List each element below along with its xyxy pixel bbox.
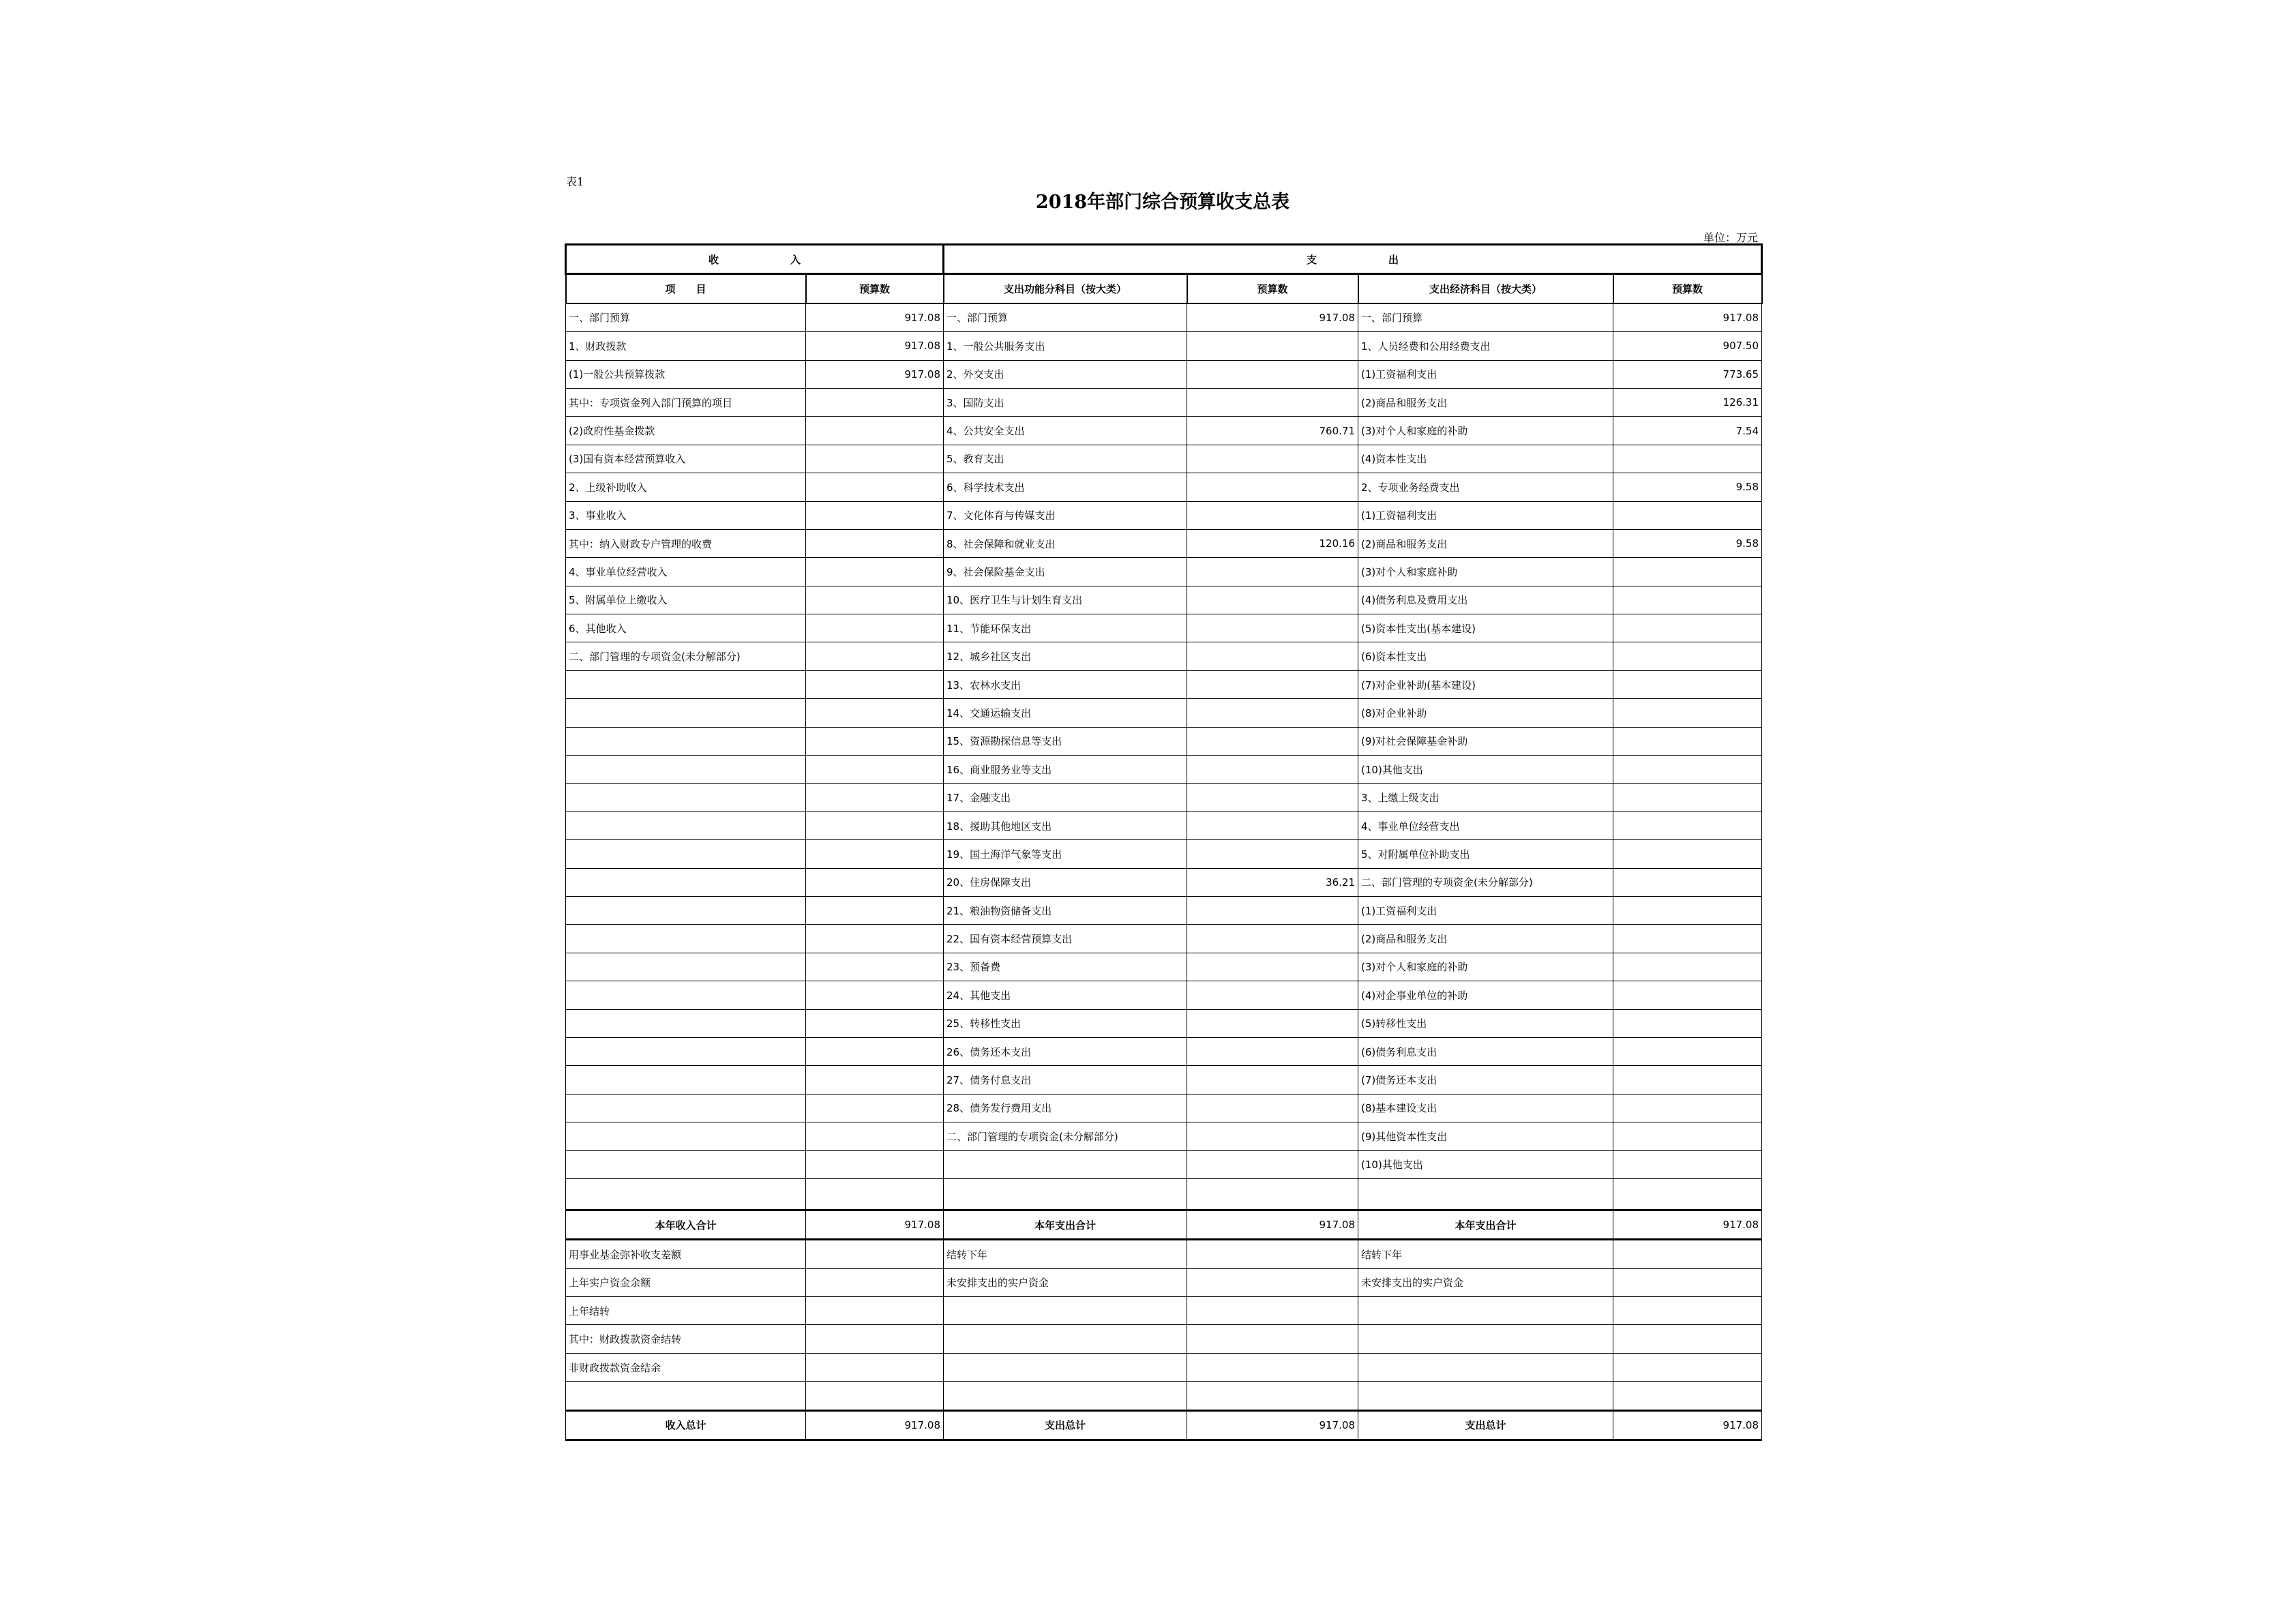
econ-amount-cell bbox=[1613, 1382, 1762, 1410]
income-item-cell bbox=[566, 896, 806, 924]
func-amount-cell bbox=[1187, 1122, 1358, 1150]
income-item-cell: 1、财政拨款 bbox=[566, 332, 806, 360]
econ-amount-cell: 773.65 bbox=[1613, 360, 1762, 388]
func-amount-cell bbox=[1187, 1037, 1358, 1065]
income-amount-cell bbox=[806, 445, 944, 473]
header-row-sections bbox=[566, 245, 1762, 274]
table-row bbox=[566, 699, 1762, 727]
econ-amount-cell bbox=[1613, 840, 1762, 868]
table-row bbox=[566, 445, 1762, 473]
func-amount-cell bbox=[1187, 1382, 1358, 1410]
func-amount-cell bbox=[1187, 1297, 1358, 1325]
func-amount-cell bbox=[1187, 812, 1358, 839]
econ-amount-cell bbox=[1613, 501, 1762, 529]
income-amount-cell: 917.08 bbox=[806, 1410, 944, 1440]
func-amount-cell bbox=[1187, 1268, 1358, 1296]
func-amount-cell: 36.21 bbox=[1187, 868, 1358, 896]
func-item-cell: 支出总计 bbox=[944, 1410, 1187, 1440]
income-item-cell bbox=[566, 840, 806, 868]
income-amount-cell bbox=[806, 1122, 944, 1150]
table-row bbox=[566, 1240, 1762, 1268]
income-amount-cell bbox=[806, 1037, 944, 1065]
income-amount-cell bbox=[806, 925, 944, 953]
econ-item-cell: (10)其他支出 bbox=[1358, 1150, 1613, 1178]
econ-item-cell: (2)商品和服务支出 bbox=[1358, 925, 1613, 953]
econ-item-cell: (6)资本性支出 bbox=[1358, 642, 1613, 670]
func-item-cell: 11、节能环保支出 bbox=[944, 614, 1187, 642]
econ-amount-cell bbox=[1613, 896, 1762, 924]
econ-column-header: 支出经济科目（按大类） bbox=[1358, 274, 1613, 303]
func-amount-cell bbox=[1187, 925, 1358, 953]
func-amount-cell bbox=[1187, 1094, 1358, 1122]
table-row bbox=[566, 1210, 1762, 1239]
income-budget-column-header: 预算数 bbox=[806, 274, 944, 303]
income-item-cell bbox=[566, 1037, 806, 1065]
econ-item-cell: 本年支出合计 bbox=[1358, 1210, 1613, 1239]
income-item-cell bbox=[566, 1382, 806, 1410]
table-row bbox=[566, 727, 1762, 755]
econ-item-cell: (7)债务还本支出 bbox=[1358, 1066, 1613, 1094]
econ-item-cell: (4)对企事业单位的补助 bbox=[1358, 981, 1613, 1009]
table-row bbox=[566, 388, 1762, 416]
income-item-cell: 上年结转 bbox=[566, 1297, 806, 1325]
econ-item-cell: (3)对个人和家庭的补助 bbox=[1358, 417, 1613, 445]
func-item-cell: 4、公共安全支出 bbox=[944, 417, 1187, 445]
income-item-cell bbox=[566, 1122, 806, 1150]
func-item-cell: 二、部门管理的专项资金(未分解部分) bbox=[944, 1122, 1187, 1150]
income-item-cell: 2、上级补助收入 bbox=[566, 473, 806, 501]
income-amount-cell bbox=[806, 840, 944, 868]
income-amount-cell bbox=[806, 953, 944, 981]
func-item-cell: 9、社会保险基金支出 bbox=[944, 558, 1187, 586]
table-row bbox=[566, 529, 1762, 557]
table-number: 表1 bbox=[566, 175, 584, 188]
table-row bbox=[566, 840, 1762, 868]
econ-item-cell: (1)工资福利支出 bbox=[1358, 501, 1613, 529]
income-amount-cell bbox=[806, 1178, 944, 1210]
econ-item-cell: 1、人员经费和公用经费支出 bbox=[1358, 332, 1613, 360]
income-amount-cell: 917.08 bbox=[806, 303, 944, 332]
func-item-cell bbox=[944, 1178, 1187, 1210]
income-amount-cell bbox=[806, 670, 944, 698]
econ-amount-cell: 917.08 bbox=[1613, 1210, 1762, 1239]
func-amount-cell bbox=[1187, 840, 1358, 868]
func-item-cell: 28、债务发行费用支出 bbox=[944, 1094, 1187, 1122]
econ-amount-cell bbox=[1613, 1240, 1762, 1268]
func-amount-cell: 917.08 bbox=[1187, 1410, 1358, 1440]
func-amount-cell bbox=[1187, 473, 1358, 501]
income-amount-cell: 917.08 bbox=[806, 1210, 944, 1239]
income-item-cell: 5、附属单位上缴收入 bbox=[566, 586, 806, 614]
func-amount-cell bbox=[1187, 756, 1358, 784]
econ-item-cell: (7)对企业补助(基本建设) bbox=[1358, 670, 1613, 698]
income-item-cell: (3)国有资本经营预算收入 bbox=[566, 445, 806, 473]
econ-item-cell bbox=[1358, 1297, 1613, 1325]
econ-amount-cell bbox=[1613, 812, 1762, 839]
table-row bbox=[566, 1353, 1762, 1381]
income-item-cell: 上年实户资金余额 bbox=[566, 1268, 806, 1296]
func-amount-cell bbox=[1187, 586, 1358, 614]
econ-amount-cell bbox=[1613, 1297, 1762, 1325]
func-item-cell: 26、债务还本支出 bbox=[944, 1037, 1187, 1065]
func-item-cell: 20、住房保障支出 bbox=[944, 868, 1187, 896]
econ-item-cell: (3)对个人和家庭的补助 bbox=[1358, 953, 1613, 981]
func-item-cell: 一、部门预算 bbox=[944, 303, 1187, 332]
econ-amount-cell bbox=[1613, 1066, 1762, 1094]
income-amount-cell bbox=[806, 1009, 944, 1037]
func-item-cell: 8、社会保障和就业支出 bbox=[944, 529, 1187, 557]
table-row bbox=[566, 473, 1762, 501]
econ-item-cell: (6)债务利息支出 bbox=[1358, 1037, 1613, 1065]
func-item-cell bbox=[944, 1297, 1187, 1325]
item-column-header: 项 目 bbox=[566, 274, 806, 303]
income-amount-cell bbox=[806, 812, 944, 839]
table-row bbox=[566, 925, 1762, 953]
econ-amount-cell: 9.58 bbox=[1613, 473, 1762, 501]
func-item-cell: 12、城乡社区支出 bbox=[944, 642, 1187, 670]
econ-item-cell: (9)对社会保障基金补助 bbox=[1358, 727, 1613, 755]
func-item-cell: 24、其他支出 bbox=[944, 981, 1187, 1009]
income-amount-cell bbox=[806, 529, 944, 557]
table-row bbox=[566, 501, 1762, 529]
econ-amount-cell bbox=[1613, 1094, 1762, 1122]
income-amount-cell bbox=[806, 1240, 944, 1268]
func-item-cell bbox=[944, 1353, 1187, 1381]
econ-amount-cell: 126.31 bbox=[1613, 388, 1762, 416]
income-amount-cell bbox=[806, 868, 944, 896]
econ-item-cell: 支出总计 bbox=[1358, 1410, 1613, 1440]
income-amount-cell bbox=[806, 614, 944, 642]
table-row bbox=[566, 1382, 1762, 1410]
income-amount-cell bbox=[806, 1066, 944, 1094]
income-item-cell: 其中：纳入财政专户管理的收费 bbox=[566, 529, 806, 557]
func-item-cell: 结转下年 bbox=[944, 1240, 1187, 1268]
func-amount-cell bbox=[1187, 614, 1358, 642]
func-item-cell bbox=[944, 1382, 1187, 1410]
econ-amount-cell bbox=[1613, 1122, 1762, 1150]
econ-amount-cell bbox=[1613, 586, 1762, 614]
econ-amount-cell bbox=[1613, 614, 1762, 642]
func-amount-cell bbox=[1187, 1240, 1358, 1268]
income-item-cell: (1)一般公共预算拨款 bbox=[566, 360, 806, 388]
func-amount-cell bbox=[1187, 699, 1358, 727]
income-item-cell: 非财政拨款资金结余 bbox=[566, 1353, 806, 1381]
econ-budget-column-header: 预算数 bbox=[1613, 274, 1762, 303]
table-row bbox=[566, 812, 1762, 839]
income-amount-cell bbox=[806, 1325, 944, 1353]
econ-amount-cell bbox=[1613, 1268, 1762, 1296]
econ-amount-cell: 917.08 bbox=[1613, 303, 1762, 332]
income-amount-cell bbox=[806, 1353, 944, 1381]
econ-amount-cell: 9.58 bbox=[1613, 529, 1762, 557]
table-row bbox=[566, 670, 1762, 698]
income-item-cell bbox=[566, 670, 806, 698]
table-row bbox=[566, 1268, 1762, 1296]
func-amount-cell: 760.71 bbox=[1187, 417, 1358, 445]
table-row bbox=[566, 303, 1762, 332]
func-item-cell: 2、外交支出 bbox=[944, 360, 1187, 388]
econ-amount-cell: 7.54 bbox=[1613, 417, 1762, 445]
income-item-cell: 3、事业收入 bbox=[566, 501, 806, 529]
econ-item-cell: 4、事业单位经营支出 bbox=[1358, 812, 1613, 839]
econ-item-cell: 5、对附属单位补助支出 bbox=[1358, 840, 1613, 868]
func-item-cell: 13、农林水支出 bbox=[944, 670, 1187, 698]
income-item-cell bbox=[566, 1009, 806, 1037]
func-item-cell: 10、医疗卫生与计划生育支出 bbox=[944, 586, 1187, 614]
income-item-cell: 本年收入合计 bbox=[566, 1210, 806, 1239]
income-item-cell: 6、其他收入 bbox=[566, 614, 806, 642]
econ-item-cell: 3、上缴上级支出 bbox=[1358, 784, 1613, 812]
econ-item-cell: (2)商品和服务支出 bbox=[1358, 529, 1613, 557]
func-item-cell: 23、预备费 bbox=[944, 953, 1187, 981]
income-item-cell bbox=[566, 784, 806, 812]
econ-item-cell: (4)债务利息及费用支出 bbox=[1358, 586, 1613, 614]
econ-amount-cell bbox=[1613, 642, 1762, 670]
econ-amount-cell bbox=[1613, 1353, 1762, 1381]
income-amount-cell bbox=[806, 727, 944, 755]
table-row bbox=[566, 642, 1762, 670]
func-item-cell: 22、国有资本经营预算支出 bbox=[944, 925, 1187, 953]
func-amount-cell bbox=[1187, 388, 1358, 416]
func-amount-cell bbox=[1187, 558, 1358, 586]
econ-amount-cell bbox=[1613, 981, 1762, 1009]
income-amount-cell: 917.08 bbox=[806, 360, 944, 388]
func-amount-cell: 917.08 bbox=[1187, 1210, 1358, 1239]
table-row bbox=[566, 1410, 1762, 1440]
econ-amount-cell: 917.08 bbox=[1613, 1410, 1762, 1440]
econ-amount-cell bbox=[1613, 1150, 1762, 1178]
table-row bbox=[566, 784, 1762, 812]
econ-item-cell bbox=[1358, 1325, 1613, 1353]
func-item-cell: 本年支出合计 bbox=[944, 1210, 1187, 1239]
table-row bbox=[566, 1325, 1762, 1353]
econ-item-cell: (5)转移性支出 bbox=[1358, 1009, 1613, 1037]
income-amount-cell bbox=[806, 417, 944, 445]
func-column-header: 支出功能分科目（按大类） bbox=[944, 274, 1187, 303]
econ-item-cell: 结转下年 bbox=[1358, 1240, 1613, 1268]
income-amount-cell bbox=[806, 784, 944, 812]
table-row bbox=[566, 417, 1762, 445]
func-amount-cell bbox=[1187, 1066, 1358, 1094]
income-amount-cell bbox=[806, 981, 944, 1009]
econ-item-cell: (4)资本性支出 bbox=[1358, 445, 1613, 473]
func-item-cell: 5、教育支出 bbox=[944, 445, 1187, 473]
func-amount-cell bbox=[1187, 1325, 1358, 1353]
table-row bbox=[566, 868, 1762, 896]
income-item-cell: 4、事业单位经营收入 bbox=[566, 558, 806, 586]
income-amount-cell bbox=[806, 1150, 944, 1178]
econ-item-cell bbox=[1358, 1382, 1613, 1410]
income-item-cell: (2)政府性基金拨款 bbox=[566, 417, 806, 445]
func-amount-cell bbox=[1187, 642, 1358, 670]
econ-amount-cell bbox=[1613, 558, 1762, 586]
income-item-cell: 二、部门管理的专项资金(未分解部分) bbox=[566, 642, 806, 670]
income-item-cell bbox=[566, 1094, 806, 1122]
econ-item-cell: (1)工资福利支出 bbox=[1358, 896, 1613, 924]
func-item-cell: 21、粮油物资储备支出 bbox=[944, 896, 1187, 924]
func-amount-cell bbox=[1187, 1009, 1358, 1037]
income-amount-cell bbox=[806, 558, 944, 586]
table-row bbox=[566, 1122, 1762, 1150]
econ-amount-cell bbox=[1613, 727, 1762, 755]
income-item-cell bbox=[566, 981, 806, 1009]
func-amount-cell bbox=[1187, 332, 1358, 360]
econ-item-cell: (2)商品和服务支出 bbox=[1358, 388, 1613, 416]
func-item-cell: 27、债务付息支出 bbox=[944, 1066, 1187, 1094]
table-row bbox=[566, 756, 1762, 784]
table-row bbox=[566, 558, 1762, 586]
income-item-cell bbox=[566, 1150, 806, 1178]
func-amount-cell bbox=[1187, 1178, 1358, 1210]
income-item-cell bbox=[566, 868, 806, 896]
income-item-cell bbox=[566, 699, 806, 727]
income-header: 收 入 bbox=[566, 245, 944, 274]
econ-item-cell: 2、专项业务经费支出 bbox=[1358, 473, 1613, 501]
table-row bbox=[566, 1297, 1762, 1325]
income-amount-cell bbox=[806, 473, 944, 501]
func-amount-cell: 120.16 bbox=[1187, 529, 1358, 557]
econ-amount-cell bbox=[1613, 756, 1762, 784]
econ-amount-cell bbox=[1613, 1009, 1762, 1037]
func-budget-column-header: 预算数 bbox=[1187, 274, 1358, 303]
income-item-cell: 其中：专项资金列入部门预算的项目 bbox=[566, 388, 806, 416]
income-item-cell: 收入总计 bbox=[566, 1410, 806, 1440]
table-row bbox=[566, 1150, 1762, 1178]
income-item-cell bbox=[566, 812, 806, 839]
income-amount-cell bbox=[806, 1094, 944, 1122]
header-row-columns bbox=[566, 274, 1762, 303]
income-amount-cell bbox=[806, 501, 944, 529]
econ-amount-cell bbox=[1613, 868, 1762, 896]
table-row bbox=[566, 332, 1762, 360]
income-item-cell bbox=[566, 1066, 806, 1094]
econ-amount-cell bbox=[1613, 670, 1762, 698]
func-item-cell bbox=[944, 1150, 1187, 1178]
econ-amount-cell bbox=[1613, 784, 1762, 812]
func-amount-cell bbox=[1187, 953, 1358, 981]
income-item-cell: 一、部门预算 bbox=[566, 303, 806, 332]
func-amount-cell bbox=[1187, 1150, 1358, 1178]
econ-amount-cell bbox=[1613, 925, 1762, 953]
econ-item-cell: 二、部门管理的专项资金(未分解部分) bbox=[1358, 868, 1613, 896]
income-item-cell bbox=[566, 1178, 806, 1210]
func-item-cell: 18、援助其他地区支出 bbox=[944, 812, 1187, 839]
func-amount-cell bbox=[1187, 670, 1358, 698]
table-row bbox=[566, 981, 1762, 1009]
econ-item-cell: 未安排支出的实户资金 bbox=[1358, 1268, 1613, 1296]
func-item-cell: 25、转移性支出 bbox=[944, 1009, 1187, 1037]
func-amount-cell bbox=[1187, 896, 1358, 924]
func-item-cell: 17、金融支出 bbox=[944, 784, 1187, 812]
income-amount-cell bbox=[806, 756, 944, 784]
func-amount-cell bbox=[1187, 981, 1358, 1009]
econ-amount-cell: 907.50 bbox=[1613, 332, 1762, 360]
econ-item-cell: (9)其他资本性支出 bbox=[1358, 1122, 1613, 1150]
income-amount-cell bbox=[806, 586, 944, 614]
func-item-cell bbox=[944, 1325, 1187, 1353]
table-row bbox=[566, 614, 1762, 642]
income-amount-cell bbox=[806, 896, 944, 924]
income-item-cell: 用事业基金弥补收支差额 bbox=[566, 1240, 806, 1268]
table-row bbox=[566, 1094, 1762, 1122]
table-row bbox=[566, 953, 1762, 981]
econ-item-cell: (10)其他支出 bbox=[1358, 756, 1613, 784]
income-amount-cell: 917.08 bbox=[806, 332, 944, 360]
func-item-cell: 6、科学技术支出 bbox=[944, 473, 1187, 501]
econ-item-cell: 一、部门预算 bbox=[1358, 303, 1613, 332]
func-amount-cell bbox=[1187, 501, 1358, 529]
table-row bbox=[566, 1066, 1762, 1094]
income-amount-cell bbox=[806, 1297, 944, 1325]
func-amount-cell bbox=[1187, 445, 1358, 473]
budget-table bbox=[565, 243, 1763, 1441]
func-item-cell: 未安排支出的实户资金 bbox=[944, 1268, 1187, 1296]
func-item-cell: 14、交通运输支出 bbox=[944, 699, 1187, 727]
func-amount-cell bbox=[1187, 727, 1358, 755]
income-amount-cell bbox=[806, 642, 944, 670]
econ-item-cell bbox=[1358, 1353, 1613, 1381]
table-row bbox=[566, 1037, 1762, 1065]
table-row bbox=[566, 1178, 1762, 1210]
econ-item-cell: (5)资本性支出(基本建设) bbox=[1358, 614, 1613, 642]
income-amount-cell bbox=[806, 699, 944, 727]
func-amount-cell bbox=[1187, 1353, 1358, 1381]
econ-amount-cell bbox=[1613, 953, 1762, 981]
econ-amount-cell bbox=[1613, 1325, 1762, 1353]
func-amount-cell bbox=[1187, 360, 1358, 388]
econ-item-cell: (8)对企业补助 bbox=[1358, 699, 1613, 727]
table-row bbox=[566, 360, 1762, 388]
unit-label: 单位：万元 bbox=[1703, 231, 1758, 244]
income-item-cell bbox=[566, 925, 806, 953]
income-amount-cell bbox=[806, 1382, 944, 1410]
expense-header: 支 出 bbox=[944, 245, 1762, 274]
econ-amount-cell bbox=[1613, 1178, 1762, 1210]
econ-amount-cell bbox=[1613, 445, 1762, 473]
func-item-cell: 15、资源勘探信息等支出 bbox=[944, 727, 1187, 755]
econ-item-cell: (1)工资福利支出 bbox=[1358, 360, 1613, 388]
func-item-cell: 3、国防支出 bbox=[944, 388, 1187, 416]
func-item-cell: 7、文化体育与传媒支出 bbox=[944, 501, 1187, 529]
func-item-cell: 19、国土海洋气象等支出 bbox=[944, 840, 1187, 868]
table-row bbox=[566, 1009, 1762, 1037]
func-item-cell: 1、一般公共服务支出 bbox=[944, 332, 1187, 360]
func-item-cell: 16、商业服务业等支出 bbox=[944, 756, 1187, 784]
econ-amount-cell bbox=[1613, 1037, 1762, 1065]
func-amount-cell: 917.08 bbox=[1187, 303, 1358, 332]
page-title: 2018年部门综合预算收支总表 bbox=[1035, 192, 1290, 213]
income-amount-cell bbox=[806, 388, 944, 416]
income-item-cell bbox=[566, 727, 806, 755]
income-amount-cell bbox=[806, 1268, 944, 1296]
income-item-cell: 其中：财政拨款资金结转 bbox=[566, 1325, 806, 1353]
econ-item-cell: (8)基本建设支出 bbox=[1358, 1094, 1613, 1122]
table-row bbox=[566, 586, 1762, 614]
econ-item-cell: (3)对个人和家庭补助 bbox=[1358, 558, 1613, 586]
econ-item-cell bbox=[1358, 1178, 1613, 1210]
econ-amount-cell bbox=[1613, 699, 1762, 727]
table-row bbox=[566, 896, 1762, 924]
income-item-cell bbox=[566, 953, 806, 981]
income-item-cell bbox=[566, 756, 806, 784]
func-amount-cell bbox=[1187, 784, 1358, 812]
